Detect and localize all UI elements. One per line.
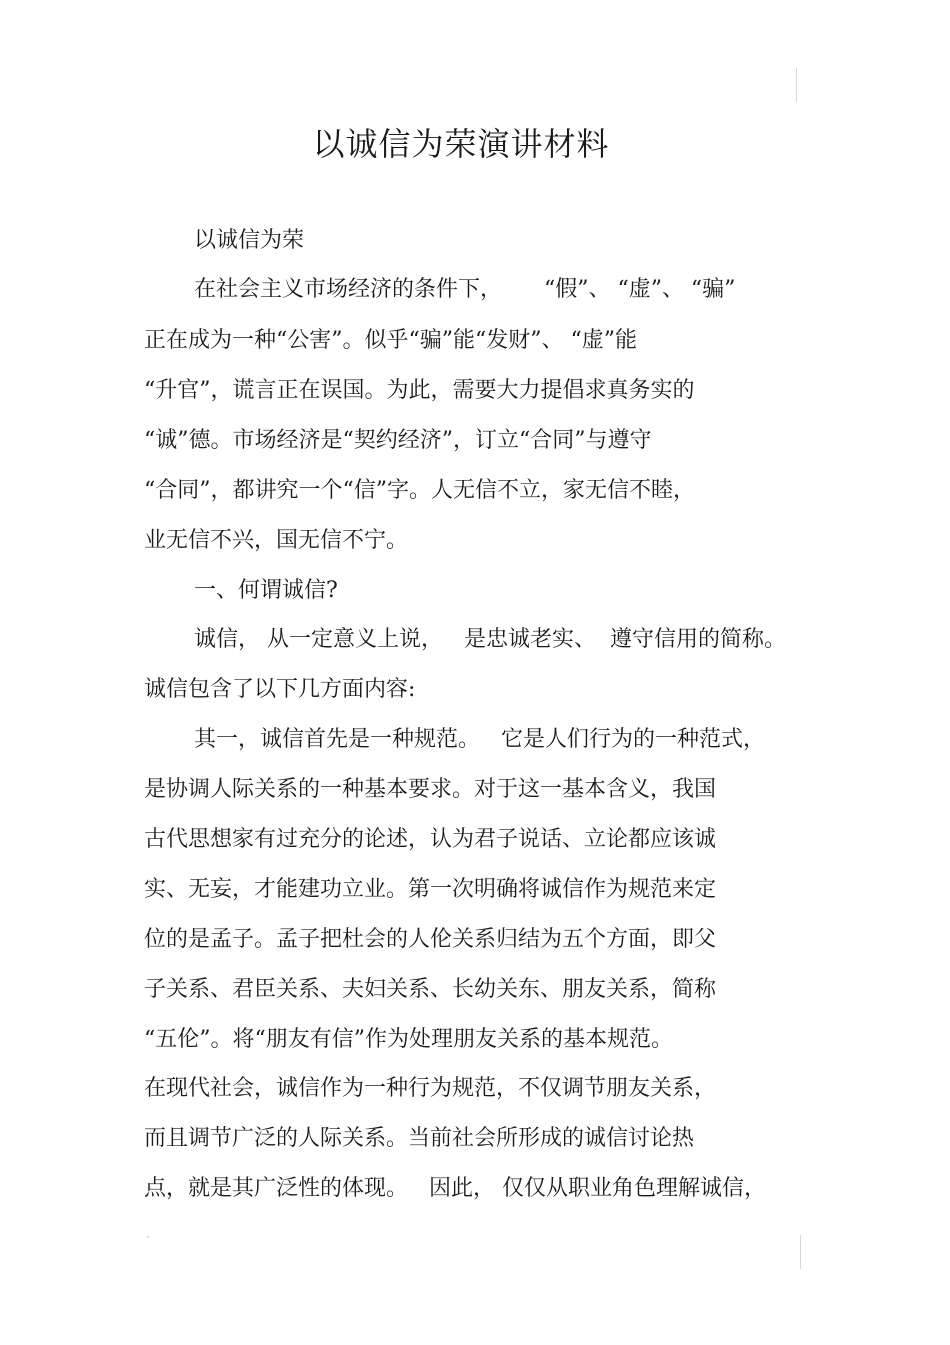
text-line: 点，就是其广泛性的体现。 因此， 仅仅从职业角色理解诚信，	[144, 1176, 766, 1201]
text-line: 正在成为一种“公害”。似乎“骗”能“发财”、 “虚”能	[144, 328, 637, 353]
text-line: 诚信， 从一定意义上说， 是忠诚老实、 遵守信用的简称。	[194, 627, 786, 652]
page-title: 以诚信为荣演讲材料	[312, 125, 610, 163]
text-line: 以诚信为荣	[194, 228, 305, 253]
text-line: 而且调节广泛的人际关系。当前社会所形成的诚信讨论热	[144, 1126, 695, 1151]
page-corner-dot	[147, 1236, 149, 1238]
text-line: 其一，诚信首先是一种规范。 它是人们行为的一种范式，	[194, 727, 765, 752]
page-corner-mark-bottom	[800, 1235, 801, 1269]
text-line: “升官”，谎言正在误国。为此，需要大力提倡求真务实的	[144, 378, 695, 403]
text-line: 是协调人际关系的一种基本要求。对于这一基本含义，我国	[144, 777, 717, 802]
text-line: 在社会主义市场经济的条件下， “假”、 “虚”、 “骗”	[194, 277, 736, 302]
text-line: 子关系、君臣关系、夫妇关系、长幼关东、朋友关系，简称	[144, 977, 717, 1002]
text-line: 实、无妄，才能建功立业。第一次明确将诚信作为规范来定	[144, 877, 717, 902]
text-line: “五伦”。将“朋友有信”作为处理朋友关系的基本规范。	[144, 1027, 673, 1052]
text-line: 诚信包含了以下几方面内容:	[144, 677, 416, 702]
text-line: “合同”，都讲究一个“信”字。人无信不立，家无信不睦，	[144, 478, 695, 503]
text-line: “诚”德。市场经济是“契约经济”，订立“合同”与遵守	[144, 428, 652, 453]
text-line: 在现代社会，诚信作为一种行为规范，不仅调节朋友关系，	[144, 1076, 717, 1101]
text-line: 一、何谓诚信?	[194, 578, 338, 603]
text-line: 古代思想家有过充分的论述，认为君子说话、立论都应该诚	[144, 827, 717, 852]
page-corner-mark-top	[796, 68, 797, 102]
text-line: 位的是孟子。孟子把杜会的人伦关系归结为五个方面，即父	[144, 927, 717, 952]
text-line: 业无信不兴，国无信不宁。	[144, 528, 409, 553]
